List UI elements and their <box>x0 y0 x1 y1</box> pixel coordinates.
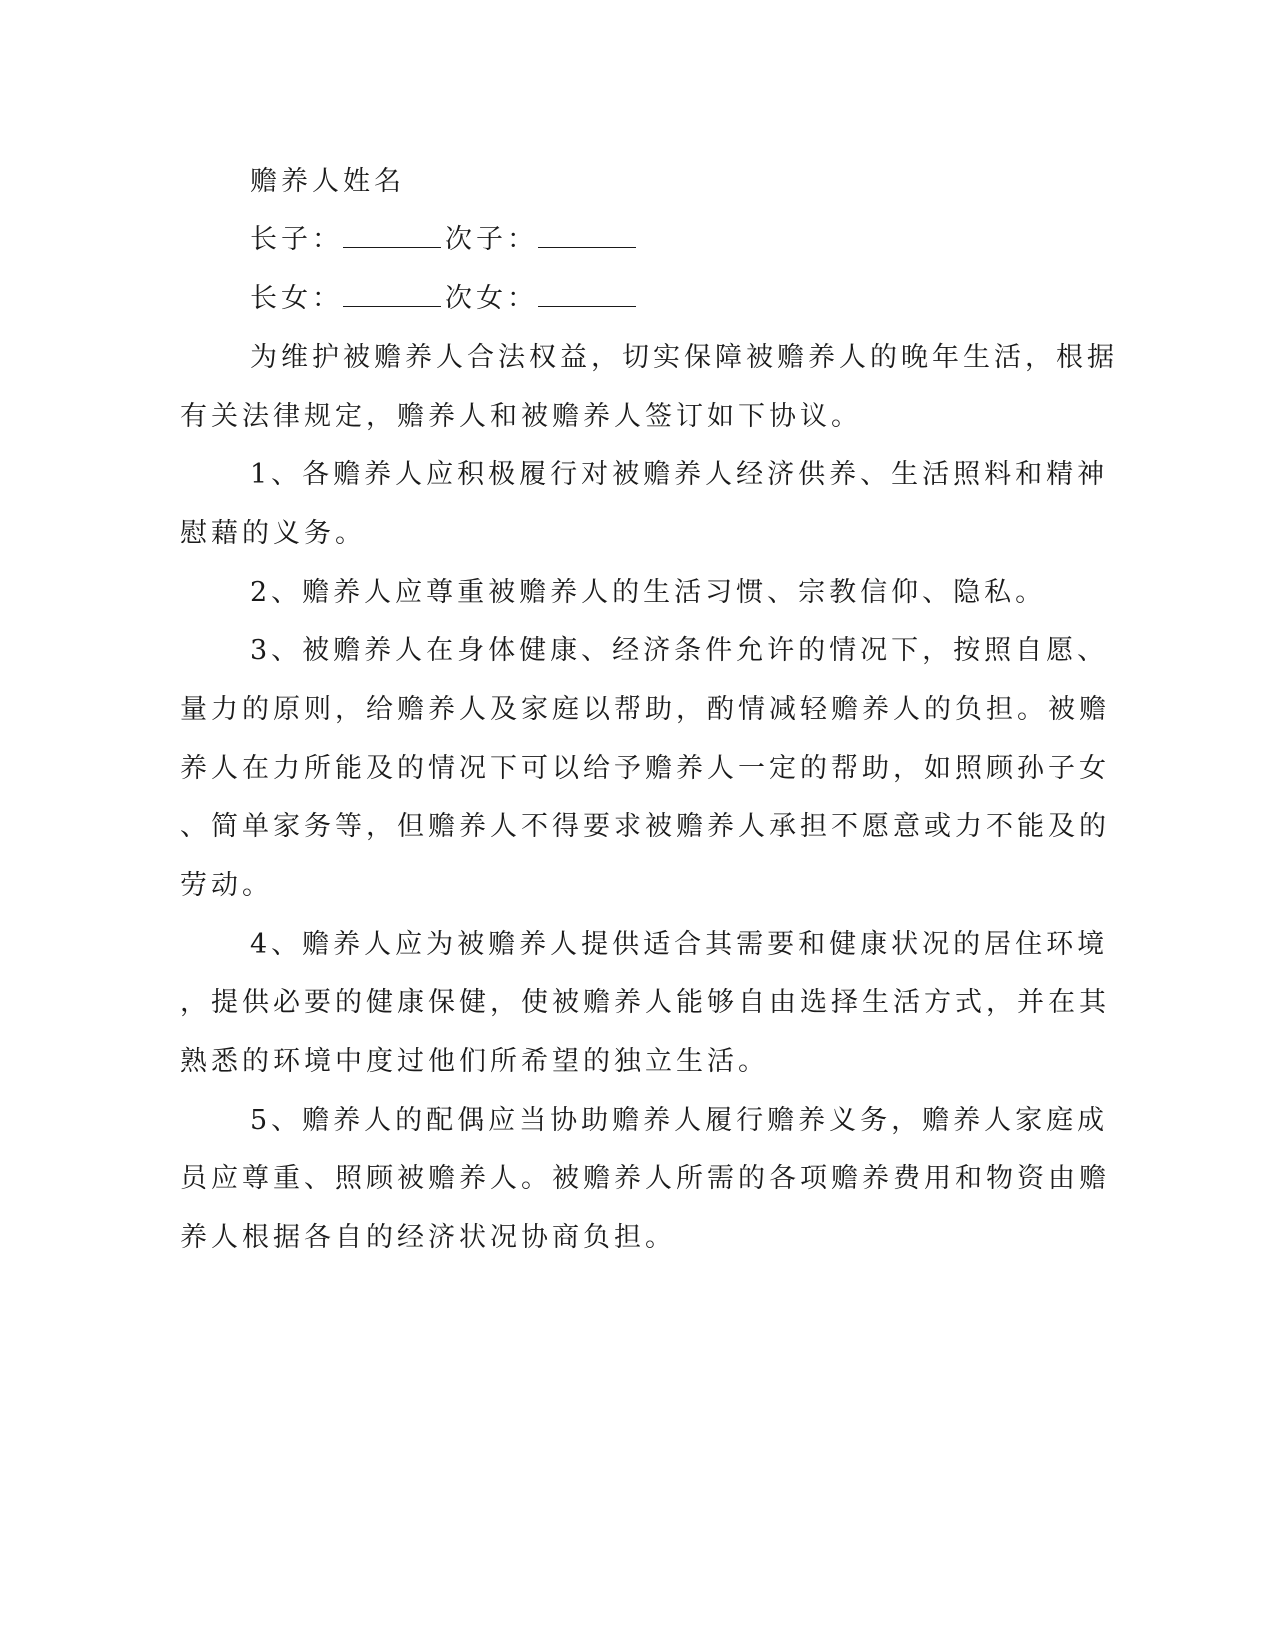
second-daughter-label: 次女： <box>445 283 538 314</box>
clause-4-line-1: 4、赡养人应为被赡养人提供适合其需要和健康状况的居住环境 <box>250 929 1109 960</box>
clause-1-line-1: 1、各赡养人应积极履行对被赡养人经济供养、生活照料和精神 <box>250 459 1109 490</box>
clause-3-line-5: 劳动。 <box>180 870 273 901</box>
clause-5-line-3: 养人根据各自的经济状况协商负担。 <box>180 1222 676 1253</box>
second-son-label: 次子： <box>445 224 538 255</box>
intro-line-2: 有关法律规定，赡养人和被赡养人签订如下协议。 <box>180 401 862 432</box>
intro-line-1: 为维护被赡养人合法权益，切实保障被赡养人的晚年生活，根据 <box>250 342 1118 373</box>
clause-3-line-4: 、简单家务等，但赡养人不得要求被赡养人承担不愿意或力不能及的 <box>180 811 1110 842</box>
eldest-son-blank[interactable] <box>343 223 441 248</box>
eldest-daughter-blank[interactable] <box>343 282 441 307</box>
second-daughter-blank[interactable] <box>538 282 636 307</box>
eldest-son-label: 长子： <box>250 224 343 255</box>
clause-4-line-2: ，提供必要的健康保健，使被赡养人能够自由选择生活方式，并在其 <box>180 987 1110 1018</box>
clause-3-line-2: 量力的原则，给赡养人及家庭以帮助，酌情减轻赡养人的负担。被赡 <box>180 694 1110 725</box>
daughter-signature-line <box>250 281 640 317</box>
son-signature-line <box>250 222 640 258</box>
eldest-daughter-label: 长女： <box>250 283 343 314</box>
second-son-blank[interactable] <box>538 223 636 248</box>
supporter-name-label: 赡养人姓名 <box>250 166 405 197</box>
clause-4-line-3: 熟悉的环境中度过他们所希望的独立生活。 <box>180 1046 769 1077</box>
clause-5-line-1: 5、赡养人的配偶应当协助赡养人履行赡养义务，赡养人家庭成 <box>250 1105 1109 1136</box>
clause-1-line-2: 慰藉的义务。 <box>180 518 366 549</box>
clause-3-line-1: 3、被赡养人在身体健康、经济条件允许的情况下，按照自愿、 <box>250 635 1109 666</box>
clause-2-line-1: 2、赡养人应尊重被赡养人的生活习惯、宗教信仰、隐私。 <box>250 577 1047 608</box>
clause-5-line-2: 员应尊重、照顾被赡养人。被赡养人所需的各项赡养费用和物资由赡 <box>180 1163 1110 1194</box>
clause-3-line-3: 养人在力所能及的情况下可以给予赡养人一定的帮助，如照顾孙子女 <box>180 753 1110 784</box>
